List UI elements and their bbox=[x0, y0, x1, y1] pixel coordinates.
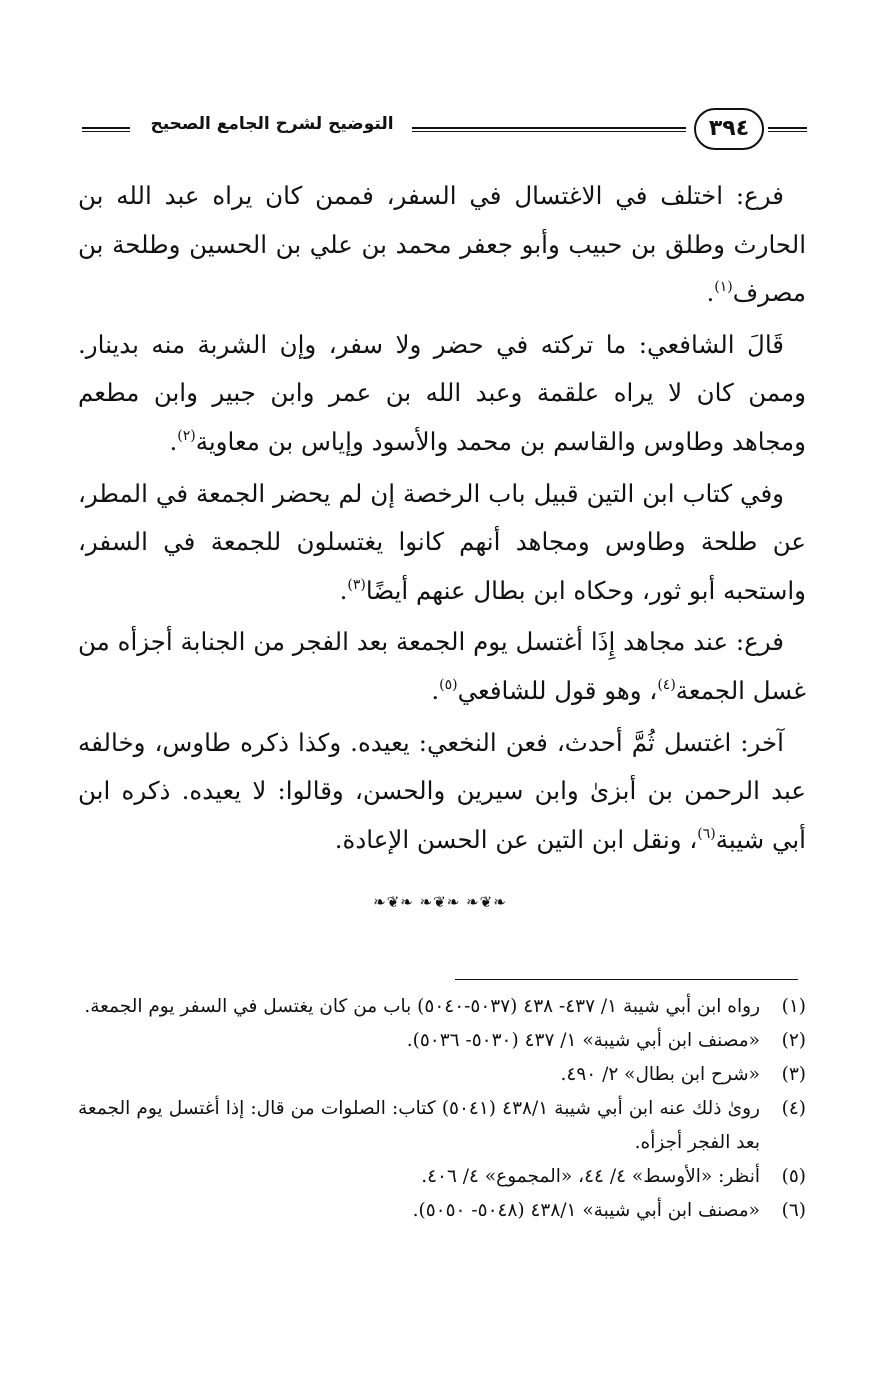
paragraph: آخر: اغتسل ثُمَّ أحدث، فعن النخعي: يعيده. وكذا ذكره طاوس، وخالفه عبد الرحمن بن أبزىٰ وابن سيرين والحسن، وقالوا: لا يعيده. ذكره ابن أبي شيبة$^{(٦)}$، ونقل ابن التين عن الحسن الإعادة. bbox=[78, 727, 806, 854]
paragraph: قَالَ الشافعي: ما تركته في حضر ولا سفر، وإن الشربة منه بدينار. وممن كان لا يراه علقمة وعبد الله بن عمر وابن جبير وابن مطعم ومجاهد وطاوس والقاسم بن محمد والأسود وإياس بن معاوية$^{(٢)}$. bbox=[78, 329, 806, 456]
footnote-number: (٦) bbox=[781, 1200, 806, 1221]
section-ornament: ❧❦❧ ❧❦❧ ❧❦❧ bbox=[373, 893, 507, 911]
footnote-ref: (٥) bbox=[439, 676, 458, 693]
main-text bbox=[78, 172, 806, 867]
footnote bbox=[78, 1194, 806, 1228]
footnote-ref: (٤) bbox=[657, 676, 676, 693]
page-header bbox=[82, 112, 807, 152]
footnote-text: «مصنف ابن أبي شيبة» ٤٣٨/١ (٥٠٤٨- ٥٠٥٠). bbox=[412, 1200, 760, 1221]
footnote-separator bbox=[455, 979, 798, 980]
footnote bbox=[78, 1058, 806, 1092]
footnote-text: رویٰ ذلك عنه ابن أبي شيبة ٤٣٨/١ (٥٠٤١) كتاب: الصلوات من قال: إذا أغتسل يوم الجمعة بعد الفجر أجزأه. bbox=[78, 1098, 760, 1153]
footnote-number: (٤) bbox=[781, 1098, 806, 1119]
header-rule-middle bbox=[412, 127, 686, 132]
footnote-ref: (١) bbox=[714, 279, 733, 296]
footnote bbox=[78, 1024, 806, 1058]
footnote-number: (٣) bbox=[781, 1064, 806, 1085]
paragraph: فرع: اختلف في الاغتسال في السفر، فممن كان يراه عبد الله بن الحارث وطلق بن حبيب وأبو جعفر محمد بن علي بن الحسين وطلحة بن مصرف$^{(١)}$. bbox=[78, 181, 806, 308]
footnote-number: (٥) bbox=[781, 1166, 806, 1187]
footnote bbox=[78, 1092, 806, 1160]
footnote bbox=[78, 990, 806, 1024]
footnote bbox=[78, 1160, 806, 1194]
footnote-number: (٢) bbox=[781, 1030, 806, 1051]
footnote-text: «مصنف ابن أبي شيبة» ١/ ٤٣٧ (٥٠٣٠- ٥٠٣٦). bbox=[406, 1030, 760, 1051]
header-rule-left bbox=[82, 127, 130, 132]
paragraph: فرع: عند مجاهد إِذَا أغتسل يوم الجمعة بعد الفجر من الجنابة أجزأه من غسل الجمعة$^{(٤)}$، وهو قول للشافعي$^{(٥)}$. bbox=[78, 627, 806, 705]
paragraph: وفي كتاب ابن التين قبيل باب الرخصة إن لم يحضر الجمعة في المطر، عن طلحة وطاوس ومجاهد أنهم كانوا يغتسلون للجمعة في السفر، واستحبه أبو ثور، وحكاه ابن بطال عنهم أيضًا$^{(٣)}$. bbox=[78, 478, 806, 605]
header-rule-right bbox=[768, 127, 807, 132]
page-number: ٣٩٤ bbox=[694, 108, 764, 150]
footnotes bbox=[78, 990, 806, 1228]
footnote-text: «شرح ابن بطال» ٢/ ٤٩٠. bbox=[560, 1064, 760, 1085]
footnote-ref: (٦) bbox=[697, 825, 716, 842]
footnote-ref: (٣) bbox=[347, 576, 366, 593]
footnote-text: رواه ابن أبي شيبة ١/ ٤٣٧- ٤٣٨ (٥٠٣٧-٥٠٤٠) باب من كان يغتسل في السفر يوم الجمعة. bbox=[84, 996, 760, 1017]
running-title: التوضيح لشرح الجامع الصحيح bbox=[150, 114, 394, 134]
footnote-number: (١) bbox=[781, 996, 806, 1017]
footnote-ref: (٢) bbox=[177, 427, 196, 444]
footnote-text: أنظر: «الأوسط» ٤/ ٤٤، «المجموع» ٤/ ٤٠٦. bbox=[421, 1166, 760, 1187]
